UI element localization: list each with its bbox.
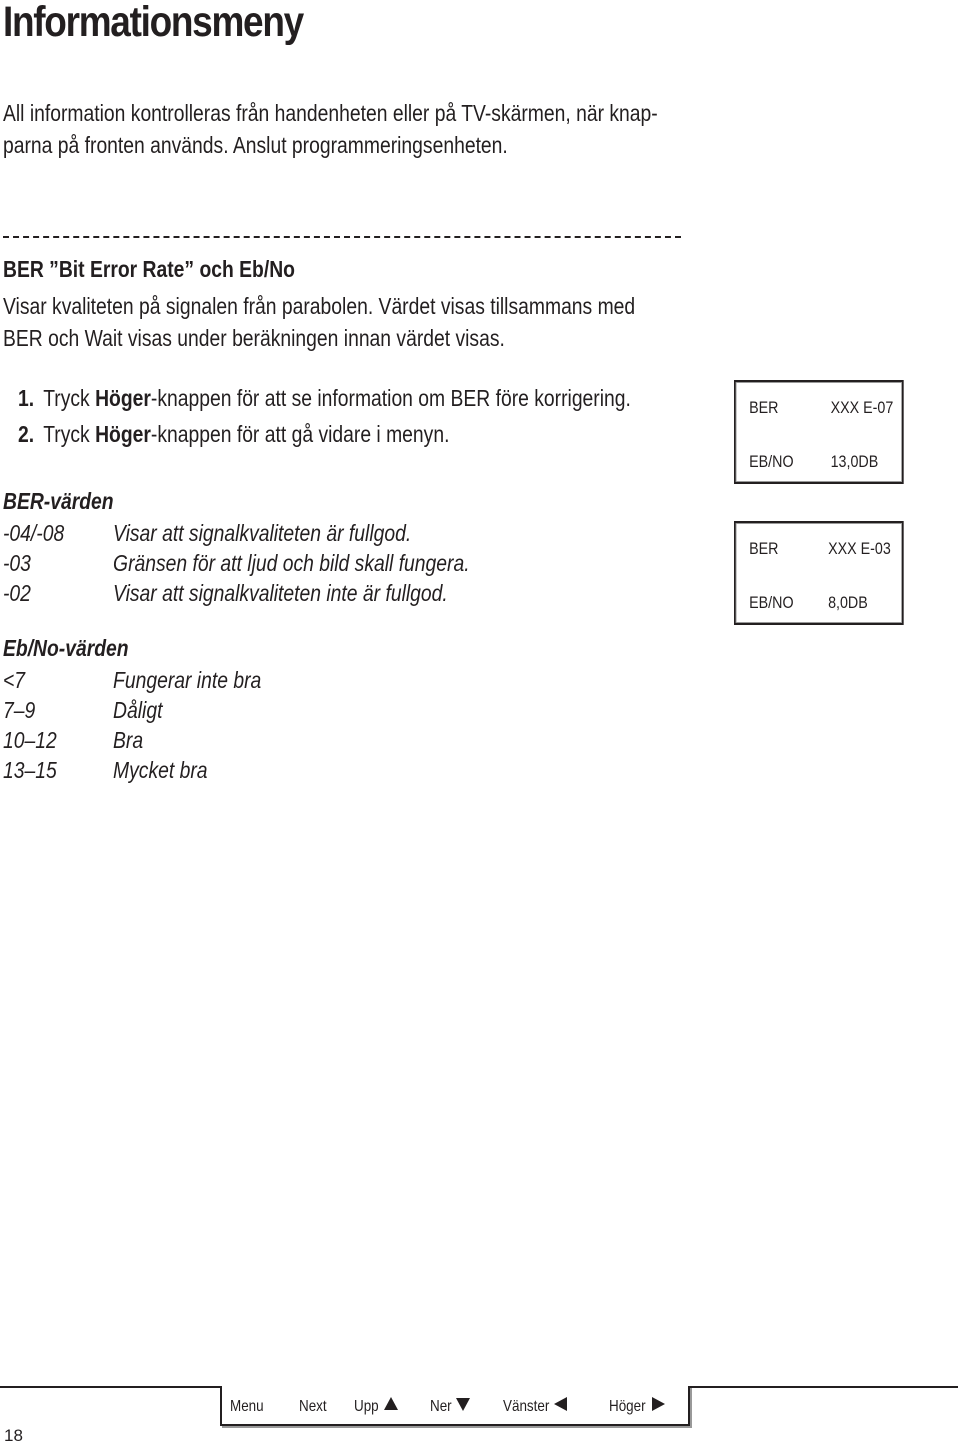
table-row bbox=[3, 578, 507, 608]
row-value: Bra bbox=[113, 727, 144, 753]
ebno-values-table bbox=[3, 665, 507, 785]
screen-ber-label: BER bbox=[749, 539, 779, 558]
row-value: Visar att signalkvaliteten inte är fullgod. bbox=[113, 580, 448, 606]
step-number: 2. bbox=[18, 421, 35, 447]
row-value: Fungerar inte bra bbox=[113, 667, 262, 693]
nav-left-label: Vänster bbox=[503, 1398, 550, 1415]
ber-description-line-2: BER och Wait visas under beräkningen innan värdet visas. bbox=[3, 325, 505, 351]
row-key: -03 bbox=[3, 550, 31, 576]
step-number: 1. bbox=[18, 385, 35, 411]
nav-next-label: Next bbox=[299, 1398, 327, 1415]
screen-ebno-value: 8,0DB bbox=[828, 593, 868, 612]
ber-description bbox=[3, 290, 635, 354]
row-key: 7–9 bbox=[3, 697, 36, 723]
step-item bbox=[18, 418, 631, 454]
screen-ber-value: XXX E-03 bbox=[828, 539, 891, 558]
page-number: 18 bbox=[4, 1426, 23, 1445]
ber-values-table bbox=[3, 518, 507, 608]
tv-screen-display bbox=[734, 521, 904, 625]
step-text-post: -knappen för att gå vidare i menyn. bbox=[150, 421, 450, 447]
page-title: Informationsmeny bbox=[3, 0, 303, 46]
screen-ber-label: BER bbox=[749, 398, 779, 417]
step-text-post: -knappen för att se information om BER före korrigering. bbox=[150, 385, 631, 411]
row-value: Dåligt bbox=[113, 697, 163, 723]
step-text-pre: Tryck bbox=[43, 385, 96, 411]
arrow-left-icon bbox=[554, 1397, 567, 1415]
intro-line-2: parna på fronten används. Anslut programmeringsenheten. bbox=[3, 132, 508, 158]
table-row bbox=[3, 548, 507, 578]
nav-down-label: Ner bbox=[430, 1398, 452, 1415]
nav-menu-label: Menu bbox=[230, 1398, 264, 1415]
ber-values-heading: BER-värden bbox=[3, 488, 114, 514]
nav-up-label: Upp bbox=[354, 1398, 379, 1415]
row-key: 10–12 bbox=[3, 727, 57, 753]
step-text-key: Höger bbox=[95, 385, 151, 411]
table-row bbox=[3, 518, 507, 548]
row-value: Visar att signalkvaliteten är fullgod. bbox=[113, 520, 412, 546]
ebno-values-heading: Eb/No-värden bbox=[3, 635, 129, 661]
screen-ebno-label: EB/NO bbox=[749, 452, 794, 471]
table-row bbox=[3, 695, 507, 725]
ber-heading: BER ”Bit Error Rate” och Eb/No bbox=[3, 256, 295, 282]
step-text-key: Höger bbox=[95, 421, 151, 447]
arrow-down-icon bbox=[456, 1398, 470, 1416]
ber-description-line-1: Visar kvaliteten på signalen från parabolen. Värdet visas tillsammans med bbox=[3, 293, 636, 319]
nav-right-label: Höger bbox=[609, 1398, 646, 1415]
step-list bbox=[18, 382, 631, 454]
table-row bbox=[3, 725, 507, 755]
intro-line-1: All information kontrolleras från handenheten eller på TV-skärmen, när knap- bbox=[3, 100, 658, 126]
step-text-pre: Tryck bbox=[43, 421, 96, 447]
tv-screen-display bbox=[734, 380, 904, 484]
table-row bbox=[3, 665, 507, 695]
table-row bbox=[3, 755, 507, 785]
screen-ber-value: XXX E-07 bbox=[830, 398, 894, 417]
footer-nav-legend bbox=[220, 1386, 690, 1426]
screen-ebno-label: EB/NO bbox=[749, 593, 794, 612]
row-value: Mycket bra bbox=[113, 757, 208, 783]
row-key: -04/-08 bbox=[3, 520, 65, 546]
row-key: 13–15 bbox=[3, 757, 57, 783]
row-value: Gränsen för att ljud och bild skall fungera. bbox=[113, 550, 470, 576]
arrow-right-icon bbox=[652, 1397, 665, 1415]
dashed-divider bbox=[3, 236, 681, 238]
step-item bbox=[18, 382, 631, 418]
intro-text bbox=[3, 97, 658, 161]
row-key: <7 bbox=[3, 667, 26, 693]
arrow-up-icon bbox=[384, 1397, 398, 1415]
row-key: -02 bbox=[3, 580, 31, 606]
screen-ebno-value: 13,0DB bbox=[830, 452, 879, 471]
